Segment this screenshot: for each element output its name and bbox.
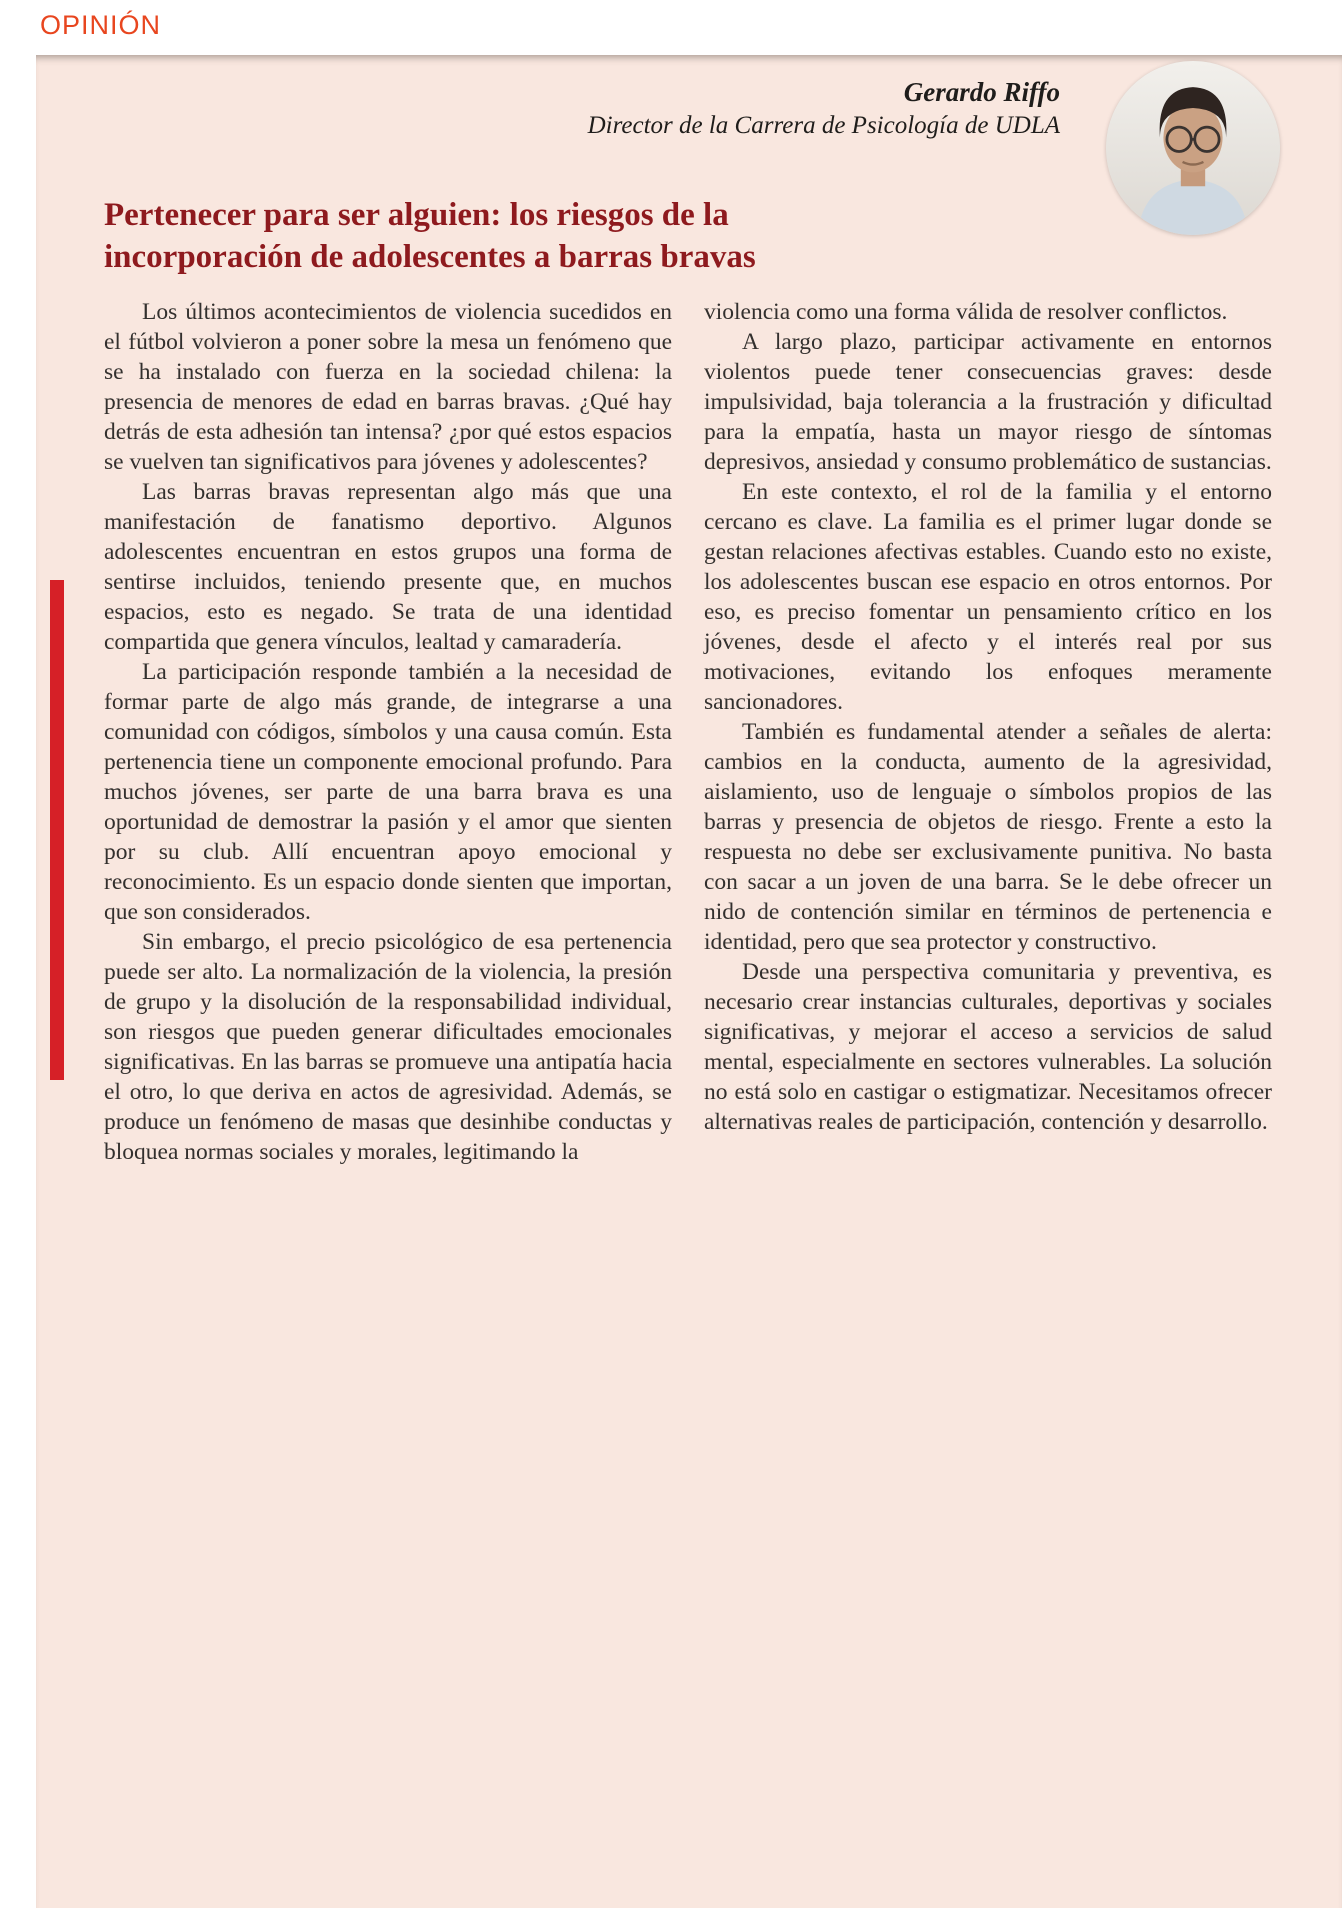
paragraph: Los últimos acontecimientos de violencia sucedidos en el fútbol volvieron a poner sobre la mesa un fenómeno que se ha instalado con fuerza en la sociedad chilena: la presencia de menores de edad en barras bravas. ¿Qué hay detrás de esta adhesión tan intensa? ¿por qué estos espacios se vuelven tan significativos para jóvenes y adolescentes? (104, 299, 672, 475)
column-right (704, 297, 1272, 1167)
author-name: Gerardo Riffo (903, 77, 1060, 107)
headline-line-2: incorporación de adolescentes a barras bravas (104, 238, 756, 275)
article-sheet (36, 55, 1342, 1908)
paragraph: A largo plazo, participar activamente en entornos violentos puede tener consecuencias graves: desde impulsividad, baja tolerancia a la frustración y dificultad para la empatía, hasta un mayor riesgo de síntomas depresivos, ansiedad y consumo problemático de sustancias. (704, 329, 1272, 475)
section-label: OPINIÓN (40, 10, 162, 40)
paragraph: Desde una perspectiva comunitaria y preventiva, es necesario crear instancias culturales, deportivas y sociales significativas, y mejorar el acceso a servicios de salud mental, especialmente en sectores vulnerables. La solución no está solo en castigar o estigmatizar. Necesitamos ofrecer alternativas reales de participación, contención y desarrollo. (704, 959, 1272, 1135)
accent-bar (50, 580, 64, 1080)
paragraph: Las barras bravas representan algo más que una manifestación de fanatismo deportivo. Algunos adolescentes encuentran en estos grupos una forma de sentirse incluidos, teniendo presente que, en muchos espacios, esto es negado. Se trata de una identidad compartida que genera vínculos, lealtad y camaradería. (104, 479, 672, 655)
headline (104, 195, 756, 279)
article-body (104, 297, 1272, 1167)
paragraph: También es fundamental atender a señales de alerta: cambios en la conducta, aumento de la agresividad, aislamiento, uso de lenguaje o símbolos propios de las barras y presencia de objetos de riesgo. Frente a esto la respuesta no debe ser exclusivamente punitiva. No basta con sacar a un joven de una barra. Se le debe ofrecer un nido de contención similar en términos de pertenencia e identidad, pero que sea protector y constructivo. (704, 719, 1272, 955)
headline-line-1: Pertenecer para ser alguien: los riesgos de la (104, 197, 729, 233)
byline (588, 75, 1060, 143)
author-photo (1106, 61, 1280, 235)
paragraph-continuation: violencia como una forma válida de resolver conflictos. (704, 299, 1228, 325)
author-title: Director de la Carrera de Psicología de UDLA (587, 112, 1060, 140)
paragraph: En este contexto, el rol de la familia y el entorno cercano es clave. La familia es el primer lugar donde se gestan relaciones afectivas estables. Cuando esto no existe, los adolescentes buscan ese espacio en otros entornos. Por eso, es preciso fomentar un pensamiento crítico en los jóvenes, desde el afecto y el interés real por sus motivaciones, evitando los enfoques meramente sancionadores. (704, 479, 1272, 715)
person-portrait-icon (1106, 61, 1280, 235)
paragraph: La participación responde también a la necesidad de formar parte de algo más grande, de integrarse a una comunidad con códigos, símbolos y una causa común. Esta pertenencia tiene un componente emocional profundo. Para muchos jóvenes, ser parte de una barra brava es una oportunidad de demostrar la pasión y el amor que sienten por su club. Allí encuentran apoyo emocional y reconocimiento. Es un espacio donde sienten que importan, que son considerados. (104, 659, 672, 925)
column-left (104, 297, 672, 1167)
paragraph: Sin embargo, el precio psicológico de esa pertenencia puede ser alto. La normalización de la violencia, la presión de grupo y la disolución de la responsabilidad individual, son riesgos que pueden generar dificultades emocionales significativas. En las barras se promueve una antipatía hacia el otro, lo que deriva en actos de agresividad. Además, se produce un fenómeno de masas que desinhibe conductas y bloquea normas sociales y morales, legitimando la (104, 929, 672, 1165)
